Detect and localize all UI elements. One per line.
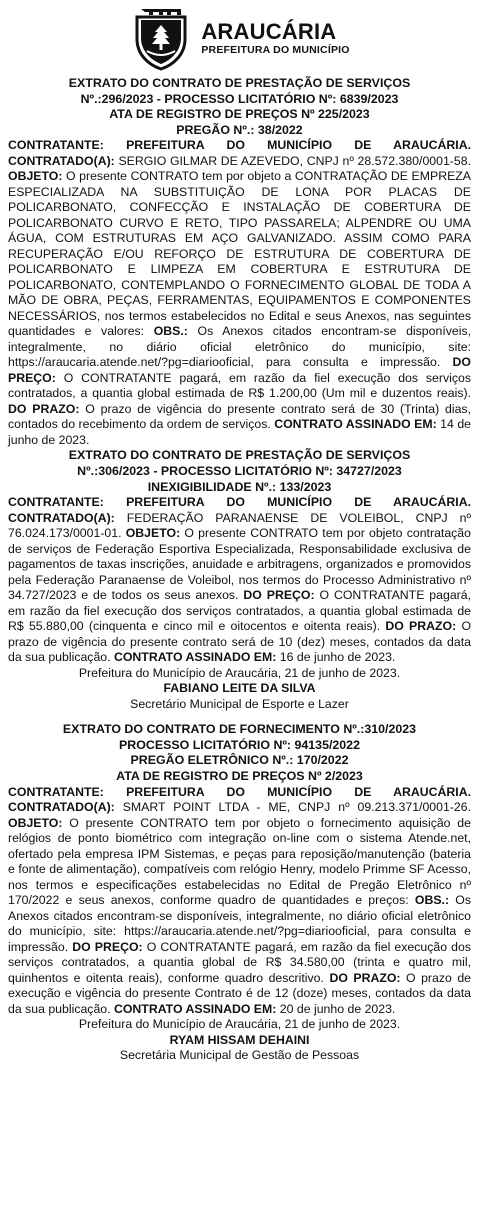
contratado-label: CONTRATADO(A): [8, 153, 115, 168]
section-title-line: Nº.:296/2023 - PROCESSO LICITATÓRIO Nº: 6839/2023 [80, 91, 399, 106]
obs-label: OBS.: [414, 893, 450, 908]
contratante-value: PREFEITURA DO MUNICÍPIO DE ARAUCÁRIA. [126, 784, 472, 799]
objeto-label: OBJETO: [8, 169, 63, 184]
contratante-label: CONTRATANTE: [8, 138, 104, 153]
contratante-label: CONTRATANTE: [8, 495, 104, 510]
objeto-label: OBJETO: [8, 815, 63, 830]
section-title-line: PROCESSO LICITATÓRIO Nº: 94135/2022 [119, 737, 360, 752]
section-title-line: PREGÃO ELETRÔNICO Nº.: 170/2022 [130, 753, 349, 768]
contratado-value: FEDERAÇÃO PARANAENSE DE VOLEIBOL, CNPJ nº 76.024.173/0001-01. [8, 510, 471, 541]
assinado-value: 16 de junho de 2023. [279, 650, 396, 665]
contratado-label: CONTRATADO(A): [8, 510, 115, 525]
masthead [8, 0, 471, 76]
prazo-value: O prazo de vigência do presente contrato será de 10 (dez) meses, contados da data da sua publicação. [8, 619, 472, 665]
section-title-line: PREGÃO Nº.: 38/2022 [176, 122, 303, 137]
contract-body [8, 138, 471, 448]
prazo-value: O prazo de vigência do presente contrato será de 30 (Trinta) dias, contados do recebimento da ordem de serviços. [8, 401, 471, 432]
objeto-label: OBJETO: [125, 526, 181, 541]
contratado-label: CONTRATADO(A): [8, 800, 115, 815]
contract-body [8, 495, 471, 666]
obs-label: OBS.: [153, 324, 188, 339]
contratado-value: SERGIO GILMAR DE AZEVEDO, CNPJ nº 28.572.380/0001-58. [118, 153, 471, 168]
municipal-crest-icon [129, 5, 193, 71]
preco-label: DO PREÇO: [72, 939, 143, 954]
brand-name: ARAUCÁRIA [201, 18, 337, 44]
section-title-line: INEXIGIBILIDADE Nº.: 133/2023 [147, 479, 332, 494]
place-date: Prefeitura do Município de Araucária, 21 de junho de 2023. [78, 665, 401, 680]
objeto-value: O presente CONTRATO tem por objeto a CONTRATAÇÃO DE EMPREZA ESPECIALIZADA NA SUBSTITUIÇÃO DE LONA POR PLACAS DE POLICARBONATO, CONFECÇÃO E INSTALAÇÃO DE COBERTURA DE POLICARBONATO CURVO E RETO, TIPO PASSARELA; ALPENDRE OU UMA ÁGUA, COM ESTRUTURAS EM AÇO GALVANIZADO. ASSIM COMO PARA RECUPERAÇÃO E/OU REFORÇO DE ESTRUTURA DE COBERTURA DE POLICARBONATO E LIMPEZA EM COBERTURA E ESTRUTURA DE POLICARBONATO, CONTEMPLANDO O FORNECIMENTO GLOBAL DE TODA A MÃO DE OBRA, PEÇAS, FERRAMENTAS, EQUIPAMENTOS E COMPONENTES NECESSÁRIOS, nos termos estabelecidos no Edital e seus Anexos, nas seguintes quantidades e valores: [8, 169, 472, 339]
contract-extract-296 [8, 76, 471, 448]
preco-value: O CONTRATANTE pagará, em razão da fiel execução dos serviços contratados, a quantia global estimada de R$ 55.880,00 (cinquenta e cinco mil e oitocentos e oitenta reais). [8, 588, 472, 634]
prazo-value: O prazo de execução e vigência do presente Contrato é de 12 (doze) meses, contados da data da sua publicação. [8, 970, 472, 1016]
contratante-label: CONTRATANTE: [8, 784, 104, 799]
objeto-value: O presente CONTRATO tem por objeto o fornecimento aquisição de relógios de ponto biométrico com integração on-line com o sistema Atende.net, ofertado pela empresa IPM Sistemas, e peças para reposição/manutenção (bateria e fonte de alimentação), compatíveis com relógio Henry, modelo Primme SF Acesso, nos termos e especificações estabelecidas no Edital de Pregão Eletrônico nº 170/2022 e seus anexos, conforme quadro de quantidades e preços: [8, 815, 471, 908]
contract-body [8, 785, 471, 1018]
signer-role: Secretário Municipal de Esporte e Lazer [130, 696, 349, 711]
section-gap [8, 712, 471, 722]
contratante-value: PREFEITURA DO MUNICÍPIO DE ARAUCÁRIA. [126, 495, 472, 510]
signer-name: FABIANO LEITE DA SILVA [163, 681, 316, 696]
signer-name: RYAM HISSAM DEHAINI [169, 1032, 310, 1047]
prazo-label: DO PRAZO: [8, 401, 80, 416]
section-title-line: ATA DE REGISTRO DE PREÇOS Nº 225/2023 [109, 107, 370, 122]
place-date: Prefeitura do Município de Araucária, 21 de junho de 2023. [78, 1017, 401, 1032]
section-title-line: Nº.:306/2023 - PROCESSO LICITATÓRIO Nº: 34727/2023 [77, 463, 402, 478]
assinado-label: CONTRATO ASSINADO EM: [113, 650, 277, 665]
preco-value: O CONTRATANTE pagará, em razão da fiel execução dos serviços contratados, a quantia global estimada de R$ 1.200,00 (Um mil e duzentos reais). [8, 370, 471, 401]
assinado-label: CONTRATO ASSINADO EM: [113, 1001, 277, 1016]
signer-role: Secretária Municipal de Gestão de Pessoas [119, 1048, 360, 1063]
prazo-label: DO PRAZO: [385, 619, 457, 634]
contract-extract-306 [8, 448, 471, 712]
assinado-value: 14 de junho de 2023. [8, 417, 471, 447]
section-title-line: EXTRATO DO CONTRATO DE PRESTAÇÃO DE SERVIÇOS [68, 76, 411, 90]
obs-value: Os Anexos citados encontram-se disponíveis, integralmente, no diário oficial eletrônico do município, site: https://araucaria.atende.net/?pg=diariooficial, para consulta e impressão. [8, 324, 472, 370]
section-title-line: EXTRATO DO CONTRATO DE FORNECIMENTO Nº.:310/2023 [62, 722, 417, 737]
objeto-value: O presente CONTRATO tem por objeto contratação de serviços de Federação Esportiva Especializada, Responsabilidade exclusiva de pagamentos de taxas inscrições, anuidade e arbitragens, organizados e promovidos pela Federação Paranaense de Voleibol, nos termos do Processo Administrativo nº 34.727/2023 e de todos os seus anexos. [8, 526, 471, 603]
contract-extract-310 [8, 722, 471, 1063]
section-title-line: EXTRATO DO CONTRATO DE PRESTAÇÃO DE SERVIÇOS [68, 448, 411, 463]
preco-label: DO PREÇO: [8, 355, 471, 385]
assinado-value: 20 de junho de 2023. [279, 1001, 396, 1016]
brand-subtitle: PREFEITURA DO MUNICÍPIO [201, 43, 350, 56]
prazo-label: DO PRAZO: [329, 970, 401, 985]
obs-value: Os Anexos citados encontram-se disponíveis, integralmente, no diário oficial eletrônico do município, site: https://araucaria.atende.net/?pg=diariooficial, para consulta e impressão. [8, 893, 471, 954]
preco-value: O CONTRATANTE pagará, em razão da fiel execução dos serviços contratados, a quantia global de R$ 34.580,00 (trinta e quatro mil, quinhentos e oitenta reais), conforme quadro descritivo. [8, 939, 471, 985]
contratante-value: PREFEITURA DO MUNICÍPIO DE ARAUCÁRIA. [126, 138, 472, 153]
preco-label: DO PREÇO: [243, 588, 315, 603]
contratado-value: SMART POINT LTDA - ME, CNPJ nº 09.213.371/0001-26. [122, 800, 472, 815]
section-title-line: ATA DE REGISTRO DE PREÇOS Nº 2/2023 [116, 768, 363, 783]
assinado-label: CONTRATO ASSINADO EM: [274, 417, 437, 432]
